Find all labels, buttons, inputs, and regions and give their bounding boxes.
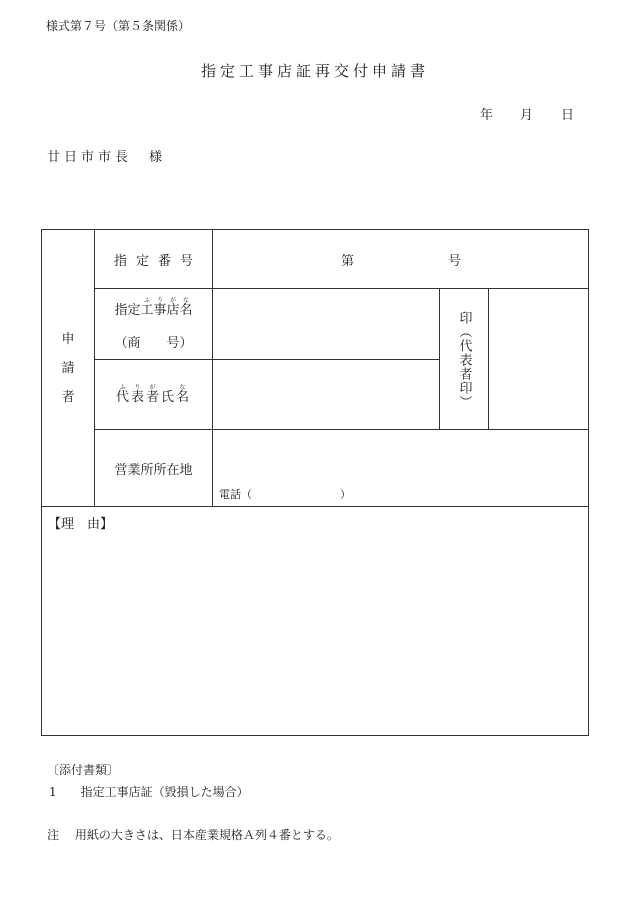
date-month-label: 月 (520, 108, 534, 123)
office-address-field[interactable] (213, 430, 589, 507)
rep-name-label: 代ふ表り者が氏名な (115, 384, 192, 405)
date-day-label: 日 (561, 108, 575, 123)
attachments-heading: 〔添付書類〕 (47, 763, 120, 777)
seal-label-cell (440, 289, 489, 430)
trade-name-label: （商 号） (114, 336, 193, 351)
seal-label: 印（代表者印） (456, 311, 472, 409)
document-title: 指定工事店証再交付申請書 (200, 62, 429, 80)
shop-name-label-cell (95, 289, 213, 360)
applicant-char: 請 (61, 361, 75, 376)
rep-name-field[interactable] (213, 360, 440, 430)
applicant-char: 申 (61, 332, 75, 347)
date-year-label: 年 (480, 108, 494, 123)
office-address-label: 営業所所在地 (95, 430, 213, 507)
applicant-char: 者 (61, 390, 75, 405)
shop-name-label: 指定工ふ事り店が名な (114, 297, 193, 318)
reason-label: 【理 由】 (48, 517, 114, 532)
applicant-label-cell (42, 230, 95, 507)
addressee: 廿日市市長 様 (47, 150, 167, 165)
applicant-label (61, 333, 74, 404)
rep-name-label-cell (95, 360, 213, 430)
designation-number-label: 指定番号 (95, 230, 213, 289)
designation-prefix: 第 (341, 254, 355, 269)
designation-suffix: 号 (448, 254, 462, 269)
application-form-table (41, 229, 589, 736)
reason-field[interactable] (42, 507, 589, 736)
form-number: 様式第７号（第５条関係） (46, 19, 191, 33)
attachment-item: 1 指定工事店証（毀損した場合） (49, 785, 249, 799)
paper-size-note: 注 用紙の大きさは、日本産業規格Ａ列４番とする。 (47, 828, 339, 842)
designation-number-field[interactable] (213, 230, 589, 289)
shop-name-field[interactable] (213, 289, 440, 360)
seal-field[interactable] (489, 289, 589, 430)
phone-label: 電話（ ） (219, 488, 351, 501)
